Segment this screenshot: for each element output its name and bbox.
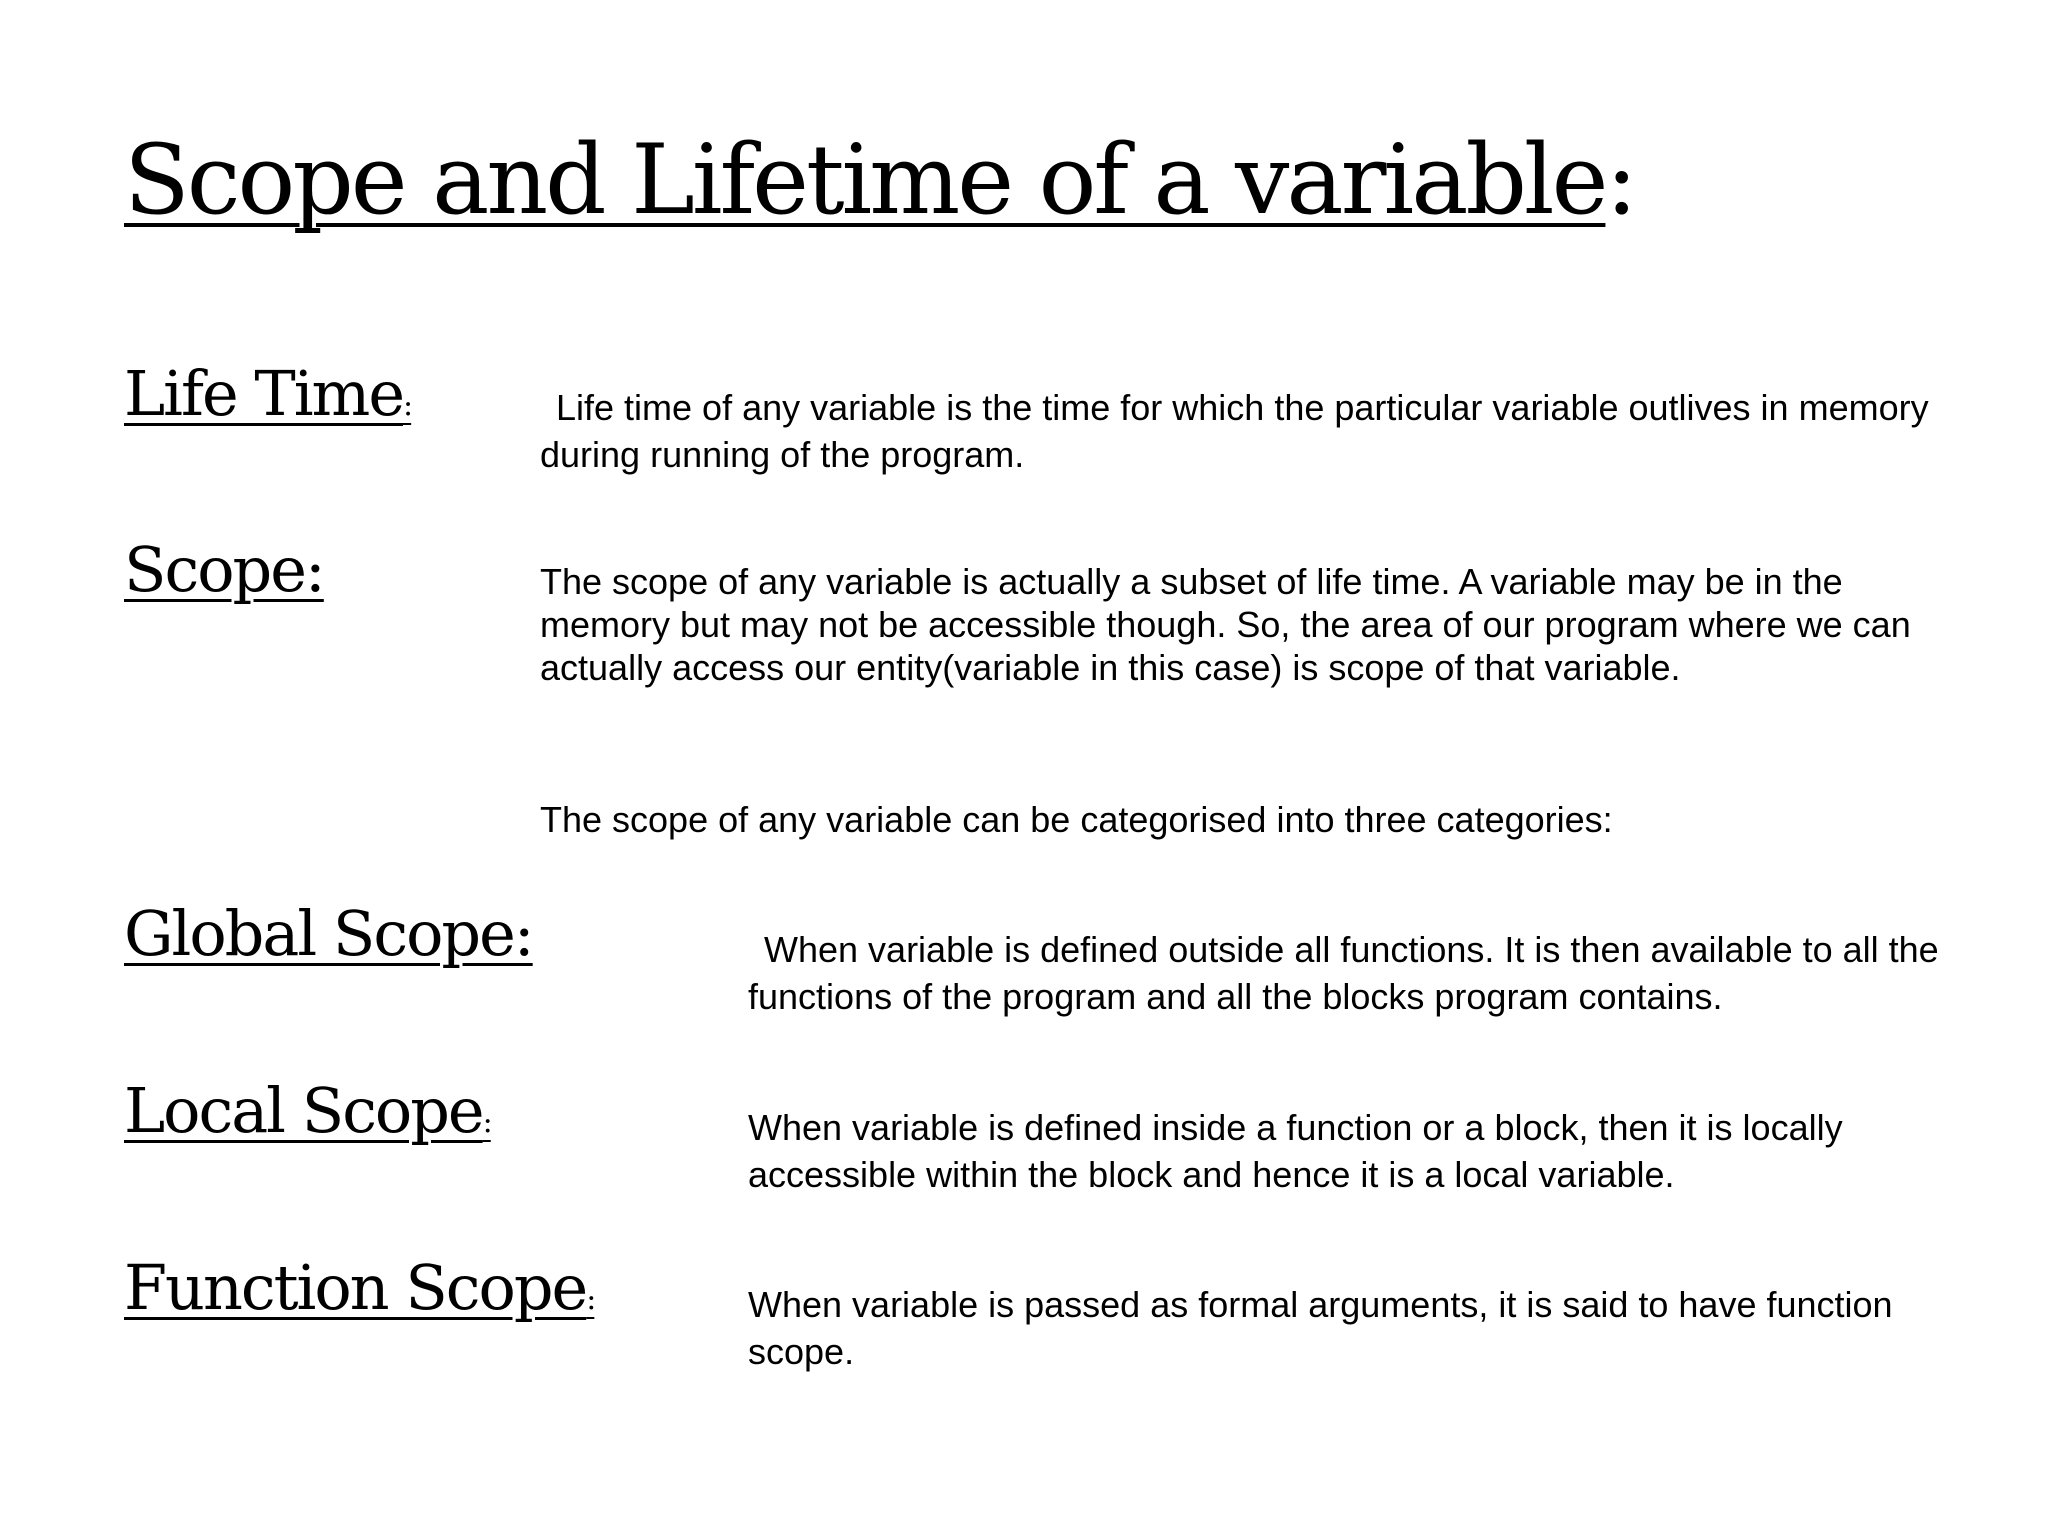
desc-scope-categories: The scope of any variable can be categorised into three categories: — [540, 799, 1613, 840]
desc-global-scope: When variable is defined outside all functions. It is then available to all the functions of the program and all the blocks program contains. — [748, 929, 1939, 1017]
term-local-scope-text: Local Scope — [124, 1074, 483, 1147]
term-function-scope-colon: : — [586, 1282, 595, 1317]
term-life-time — [124, 357, 412, 430]
term-function-scope — [124, 1251, 595, 1324]
slide-title-text: Scope and Lifetime of a variable — [124, 124, 1606, 236]
term-local-scope-colon: : — [482, 1105, 491, 1140]
term-local-scope — [124, 1074, 491, 1147]
term-life-time-text: Life Time — [124, 357, 404, 430]
desc-function-scope: When variable is passed as formal arguments, it is said to have function scope. — [748, 1284, 1893, 1372]
term-scope-text: Scope: — [124, 533, 324, 606]
term-scope — [124, 533, 324, 606]
term-global-scope — [124, 897, 533, 970]
desc-local-scope: When variable is defined inside a function or a block, then it is locally accessible within the block and hence it is a local variable. — [748, 1107, 1843, 1195]
term-global-scope-text: Global Scope: — [124, 897, 533, 970]
term-function-scope-text: Function Scope — [124, 1251, 587, 1324]
slide-title-colon: : — [1605, 124, 1635, 236]
term-life-time-colon: : — [403, 388, 412, 423]
desc-scope: The scope of any variable is actually a subset of life time. A variable may be in the memory but may not be accessible though. So, the area of our program where we can actually access our entity(variable in this case) is scope of that variable. — [540, 561, 1911, 688]
slide-title — [124, 124, 1635, 236]
desc-life-time: Life time of any variable is the time for which the particular variable outlives in memory during running of the program. — [540, 387, 1929, 475]
